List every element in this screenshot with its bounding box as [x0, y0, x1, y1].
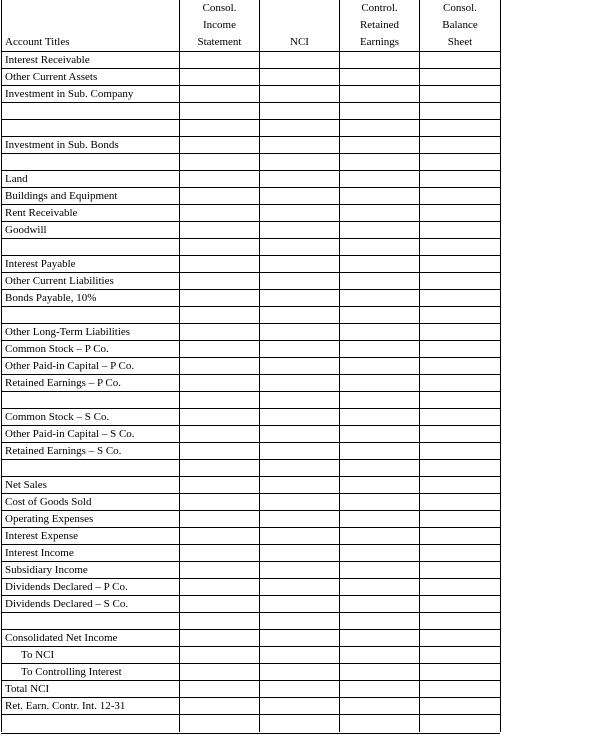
retained-earnings-cell[interactable] [339, 120, 419, 137]
retained-earnings-cell[interactable] [339, 528, 419, 545]
account-title-cell: Operating Expenses [1, 511, 179, 528]
account-title-cell: Interest Income [1, 545, 179, 562]
table-row [1, 171, 500, 188]
account-title-cell: Cost of Goods Sold [1, 494, 179, 511]
balance-sheet-cell[interactable] [419, 613, 500, 630]
account-title-cell: Retained Earnings – S Co. [1, 443, 179, 460]
account-title-cell: To NCI [1, 647, 179, 664]
table-row [1, 120, 500, 137]
table-row [1, 86, 500, 103]
balance-sheet-cell[interactable] [419, 443, 500, 460]
retained-earnings-cell[interactable] [339, 290, 419, 307]
retained-earnings-cell[interactable] [339, 154, 419, 171]
table-row [1, 443, 500, 460]
nci-cell[interactable] [259, 528, 339, 545]
balance-sheet-cell[interactable] [419, 171, 500, 188]
table-row [1, 358, 500, 375]
header-balance-sheet-line-3: Sheet [447, 36, 473, 48]
retained-earnings-cell[interactable] [339, 205, 419, 222]
account-title-cell: Common Stock – S Co. [1, 409, 179, 426]
balance-sheet-cell[interactable] [419, 630, 500, 647]
nci-cell[interactable] [259, 273, 339, 290]
header-income-statement-line-3: Statement [197, 36, 242, 48]
income-statement-cell[interactable] [179, 69, 259, 86]
table-row [1, 256, 500, 273]
retained-earnings-cell[interactable] [339, 358, 419, 375]
retained-earnings-cell[interactable] [339, 715, 419, 732]
retained-earnings-cell[interactable] [339, 426, 419, 443]
retained-earnings-cell[interactable] [339, 409, 419, 426]
income-statement-cell[interactable] [179, 171, 259, 188]
nci-cell[interactable] [259, 256, 339, 273]
nci-cell[interactable] [259, 171, 339, 188]
retained-earnings-cell[interactable] [339, 222, 419, 239]
retained-earnings-cell[interactable] [339, 613, 419, 630]
retained-earnings-cell[interactable] [339, 188, 419, 205]
balance-sheet-cell[interactable] [419, 494, 500, 511]
balance-sheet-cell[interactable] [419, 477, 500, 494]
balance-sheet-cell[interactable] [419, 579, 500, 596]
table-row [1, 647, 500, 664]
balance-sheet-cell[interactable] [419, 460, 500, 477]
retained-earnings-cell[interactable] [339, 239, 419, 256]
table-row [1, 511, 500, 528]
nci-cell[interactable] [259, 52, 339, 69]
nci-cell[interactable] [259, 392, 339, 409]
retained-earnings-cell[interactable] [339, 171, 419, 188]
balance-sheet-cell[interactable] [419, 392, 500, 409]
retained-earnings-cell[interactable] [339, 137, 419, 154]
account-title-cell: Net Sales [1, 477, 179, 494]
nci-cell[interactable] [259, 460, 339, 477]
retained-earnings-cell[interactable] [339, 69, 419, 86]
nci-cell[interactable] [259, 103, 339, 120]
income-statement-cell[interactable] [179, 596, 259, 613]
account-title-cell: Bonds Payable, 10% [1, 290, 179, 307]
balance-sheet-cell[interactable] [419, 511, 500, 528]
income-statement-cell[interactable] [179, 647, 259, 664]
income-statement-cell[interactable] [179, 562, 259, 579]
account-title-cell: Land [1, 171, 179, 188]
balance-sheet-cell[interactable] [419, 545, 500, 562]
income-statement-cell[interactable] [179, 511, 259, 528]
income-statement-cell[interactable] [179, 528, 259, 545]
income-statement-cell[interactable] [179, 715, 259, 732]
balance-sheet-cell[interactable] [419, 409, 500, 426]
table-row [1, 409, 500, 426]
nci-cell[interactable] [259, 613, 339, 630]
nci-cell[interactable] [259, 239, 339, 256]
income-statement-cell[interactable] [179, 307, 259, 324]
header-account-titles: Account Titles [1, 0, 179, 51]
nci-cell[interactable] [259, 358, 339, 375]
bottom-rule [1, 733, 500, 734]
retained-earnings-cell[interactable] [339, 307, 419, 324]
table-row [1, 324, 500, 341]
table-row [1, 681, 500, 698]
header-retained-earnings-line-3: Earnings [359, 36, 400, 48]
income-statement-cell[interactable] [179, 273, 259, 290]
balance-sheet-cell[interactable] [419, 256, 500, 273]
account-title-cell [1, 460, 179, 477]
account-title-cell: Rent Receivable [1, 205, 179, 222]
table-row [1, 290, 500, 307]
retained-earnings-cell[interactable] [339, 477, 419, 494]
nci-cell[interactable] [259, 120, 339, 137]
income-statement-cell[interactable] [179, 460, 259, 477]
retained-earnings-cell[interactable] [339, 596, 419, 613]
balance-sheet-cell[interactable] [419, 664, 500, 681]
table-row [1, 664, 500, 681]
table-row [1, 579, 500, 596]
retained-earnings-cell[interactable] [339, 664, 419, 681]
income-statement-cell[interactable] [179, 188, 259, 205]
account-title-cell [1, 392, 179, 409]
account-title-cell: Total NCI [1, 681, 179, 698]
income-statement-cell[interactable] [179, 409, 259, 426]
table-row [1, 69, 500, 86]
balance-sheet-cell[interactable] [419, 239, 500, 256]
header-retained-earnings-line-1: Control. [361, 2, 398, 14]
balance-sheet-cell[interactable] [419, 562, 500, 579]
account-title-cell [1, 613, 179, 630]
retained-earnings-cell[interactable] [339, 494, 419, 511]
nci-cell[interactable] [259, 664, 339, 681]
balance-sheet-cell[interactable] [419, 273, 500, 290]
nci-cell[interactable] [259, 698, 339, 715]
table-row [1, 205, 500, 222]
income-statement-cell[interactable] [179, 205, 259, 222]
retained-earnings-cell[interactable] [339, 273, 419, 290]
nci-cell[interactable] [259, 205, 339, 222]
table-row [1, 596, 500, 613]
income-statement-cell[interactable] [179, 630, 259, 647]
income-statement-cell[interactable] [179, 426, 259, 443]
balance-sheet-cell[interactable] [419, 596, 500, 613]
nci-cell[interactable] [259, 69, 339, 86]
income-statement-cell[interactable] [179, 52, 259, 69]
account-title-cell: Common Stock – P Co. [1, 341, 179, 358]
account-title-cell [1, 120, 179, 137]
table-row [1, 137, 500, 154]
account-title-cell: Other Paid-in Capital – S Co. [1, 426, 179, 443]
retained-earnings-cell[interactable] [339, 103, 419, 120]
account-title-cell: Investment in Sub. Company [1, 86, 179, 103]
nci-cell[interactable] [259, 409, 339, 426]
account-title-cell: Dividends Declared – S Co. [1, 596, 179, 613]
retained-earnings-cell[interactable] [339, 579, 419, 596]
balance-sheet-cell[interactable] [419, 426, 500, 443]
balance-sheet-cell[interactable] [419, 52, 500, 69]
income-statement-cell[interactable] [179, 86, 259, 103]
account-title-cell: Other Current Assets [1, 69, 179, 86]
income-statement-cell[interactable] [179, 664, 259, 681]
header-retained-earnings-line-2: Retained [359, 19, 400, 31]
income-statement-cell[interactable] [179, 120, 259, 137]
balance-sheet-cell[interactable] [419, 120, 500, 137]
balance-sheet-cell[interactable] [419, 188, 500, 205]
nci-cell[interactable] [259, 375, 339, 392]
table-row [1, 154, 500, 171]
account-title-cell: Interest Receivable [1, 52, 179, 69]
account-title-cell: Retained Earnings – P Co. [1, 375, 179, 392]
retained-earnings-cell[interactable] [339, 86, 419, 103]
header-balance-sheet [419, 0, 500, 51]
income-statement-cell[interactable] [179, 477, 259, 494]
retained-earnings-cell[interactable] [339, 52, 419, 69]
account-title-cell: Investment in Sub. Bonds [1, 137, 179, 154]
retained-earnings-cell[interactable] [339, 681, 419, 698]
balance-sheet-cell[interactable] [419, 681, 500, 698]
nci-cell[interactable] [259, 443, 339, 460]
income-statement-cell[interactable] [179, 443, 259, 460]
account-title-cell: Goodwill [1, 222, 179, 239]
retained-earnings-cell[interactable] [339, 562, 419, 579]
income-statement-cell[interactable] [179, 358, 259, 375]
income-statement-cell[interactable] [179, 613, 259, 630]
nci-cell[interactable] [259, 545, 339, 562]
account-title-cell [1, 715, 179, 732]
balance-sheet-cell[interactable] [419, 341, 500, 358]
retained-earnings-cell[interactable] [339, 324, 419, 341]
account-title-cell: Ret. Earn. Contr. Int. 12-31 [1, 698, 179, 715]
nci-cell[interactable] [259, 188, 339, 205]
worksheet-header [1, 0, 500, 52]
retained-earnings-cell[interactable] [339, 460, 419, 477]
nci-cell[interactable] [259, 579, 339, 596]
balance-sheet-cell[interactable] [419, 103, 500, 120]
account-title-cell [1, 307, 179, 324]
income-statement-cell[interactable] [179, 698, 259, 715]
table-row [1, 239, 500, 256]
income-statement-cell[interactable] [179, 290, 259, 307]
income-statement-cell[interactable] [179, 579, 259, 596]
balance-sheet-cell[interactable] [419, 698, 500, 715]
balance-sheet-cell[interactable] [419, 69, 500, 86]
balance-sheet-cell[interactable] [419, 205, 500, 222]
table-row [1, 545, 500, 562]
table-row [1, 630, 500, 647]
nci-cell[interactable] [259, 222, 339, 239]
table-row [1, 222, 500, 239]
account-title-cell: Interest Payable [1, 256, 179, 273]
income-statement-cell[interactable] [179, 137, 259, 154]
worksheet-rows [1, 52, 500, 732]
retained-earnings-cell[interactable] [339, 392, 419, 409]
retained-earnings-cell[interactable] [339, 545, 419, 562]
income-statement-cell[interactable] [179, 375, 259, 392]
income-statement-cell[interactable] [179, 222, 259, 239]
nci-cell[interactable] [259, 596, 339, 613]
header-nci: NCI [259, 0, 339, 51]
table-row [1, 188, 500, 205]
table-row [1, 392, 500, 409]
income-statement-cell[interactable] [179, 324, 259, 341]
table-row [1, 494, 500, 511]
nci-cell[interactable] [259, 681, 339, 698]
nci-cell[interactable] [259, 494, 339, 511]
account-title-cell: Dividends Declared – P Co. [1, 579, 179, 596]
balance-sheet-cell[interactable] [419, 137, 500, 154]
table-row [1, 52, 500, 69]
table-row [1, 562, 500, 579]
balance-sheet-cell[interactable] [419, 358, 500, 375]
income-statement-cell[interactable] [179, 494, 259, 511]
balance-sheet-cell[interactable] [419, 222, 500, 239]
income-statement-cell[interactable] [179, 392, 259, 409]
balance-sheet-cell[interactable] [419, 324, 500, 341]
header-income-statement-line-2: Income [203, 19, 236, 31]
nci-cell[interactable] [259, 477, 339, 494]
table-row [1, 528, 500, 545]
income-statement-cell[interactable] [179, 239, 259, 256]
table-row [1, 341, 500, 358]
header-income-statement [179, 0, 259, 51]
table-row [1, 698, 500, 715]
balance-sheet-cell[interactable] [419, 290, 500, 307]
nci-cell[interactable] [259, 154, 339, 171]
nci-cell[interactable] [259, 562, 339, 579]
balance-sheet-cell[interactable] [419, 647, 500, 664]
income-statement-cell[interactable] [179, 154, 259, 171]
nci-cell[interactable] [259, 341, 339, 358]
account-title-cell: Buildings and Equipment [1, 188, 179, 205]
balance-sheet-cell[interactable] [419, 375, 500, 392]
account-title-cell: To Controlling Interest [1, 664, 179, 681]
nci-cell[interactable] [259, 137, 339, 154]
table-row [1, 613, 500, 630]
income-statement-cell[interactable] [179, 341, 259, 358]
balance-sheet-cell[interactable] [419, 86, 500, 103]
account-title-cell [1, 154, 179, 171]
nci-cell[interactable] [259, 290, 339, 307]
retained-earnings-cell[interactable] [339, 630, 419, 647]
income-statement-cell[interactable] [179, 256, 259, 273]
nci-cell[interactable] [259, 715, 339, 732]
balance-sheet-cell[interactable] [419, 528, 500, 545]
income-statement-cell[interactable] [179, 545, 259, 562]
nci-cell[interactable] [259, 324, 339, 341]
income-statement-cell[interactable] [179, 681, 259, 698]
balance-sheet-cell[interactable] [419, 154, 500, 171]
account-title-cell [1, 239, 179, 256]
account-title-cell [1, 103, 179, 120]
nci-cell[interactable] [259, 647, 339, 664]
header-income-statement-line-1: Consol. [202, 2, 237, 14]
table-row [1, 307, 500, 324]
retained-earnings-cell[interactable] [339, 698, 419, 715]
table-row [1, 715, 500, 732]
consolidation-worksheet [1, 0, 501, 732]
account-title-cell: Consolidated Net Income [1, 630, 179, 647]
table-row [1, 460, 500, 477]
retained-earnings-cell[interactable] [339, 511, 419, 528]
table-row [1, 103, 500, 120]
balance-sheet-cell[interactable] [419, 307, 500, 324]
retained-earnings-cell[interactable] [339, 443, 419, 460]
nci-cell[interactable] [259, 307, 339, 324]
retained-earnings-cell[interactable] [339, 341, 419, 358]
retained-earnings-cell[interactable] [339, 256, 419, 273]
table-row [1, 426, 500, 443]
nci-cell[interactable] [259, 86, 339, 103]
balance-sheet-cell[interactable] [419, 715, 500, 732]
account-title-cell: Subsidiary Income [1, 562, 179, 579]
income-statement-cell[interactable] [179, 103, 259, 120]
account-title-cell: Other Paid-in Capital – P Co. [1, 358, 179, 375]
table-row [1, 375, 500, 392]
table-row [1, 477, 500, 494]
header-balance-sheet-line-1: Consol. [443, 2, 477, 14]
table-row [1, 273, 500, 290]
nci-cell[interactable] [259, 426, 339, 443]
nci-cell[interactable] [259, 630, 339, 647]
account-title-cell: Other Current Liabilities [1, 273, 179, 290]
header-balance-sheet-line-2: Balance [442, 19, 478, 31]
header-retained-earnings [339, 0, 419, 51]
retained-earnings-cell[interactable] [339, 375, 419, 392]
account-title-cell: Interest Expense [1, 528, 179, 545]
account-title-cell: Other Long-Term Liabilities [1, 324, 179, 341]
retained-earnings-cell[interactable] [339, 647, 419, 664]
nci-cell[interactable] [259, 511, 339, 528]
